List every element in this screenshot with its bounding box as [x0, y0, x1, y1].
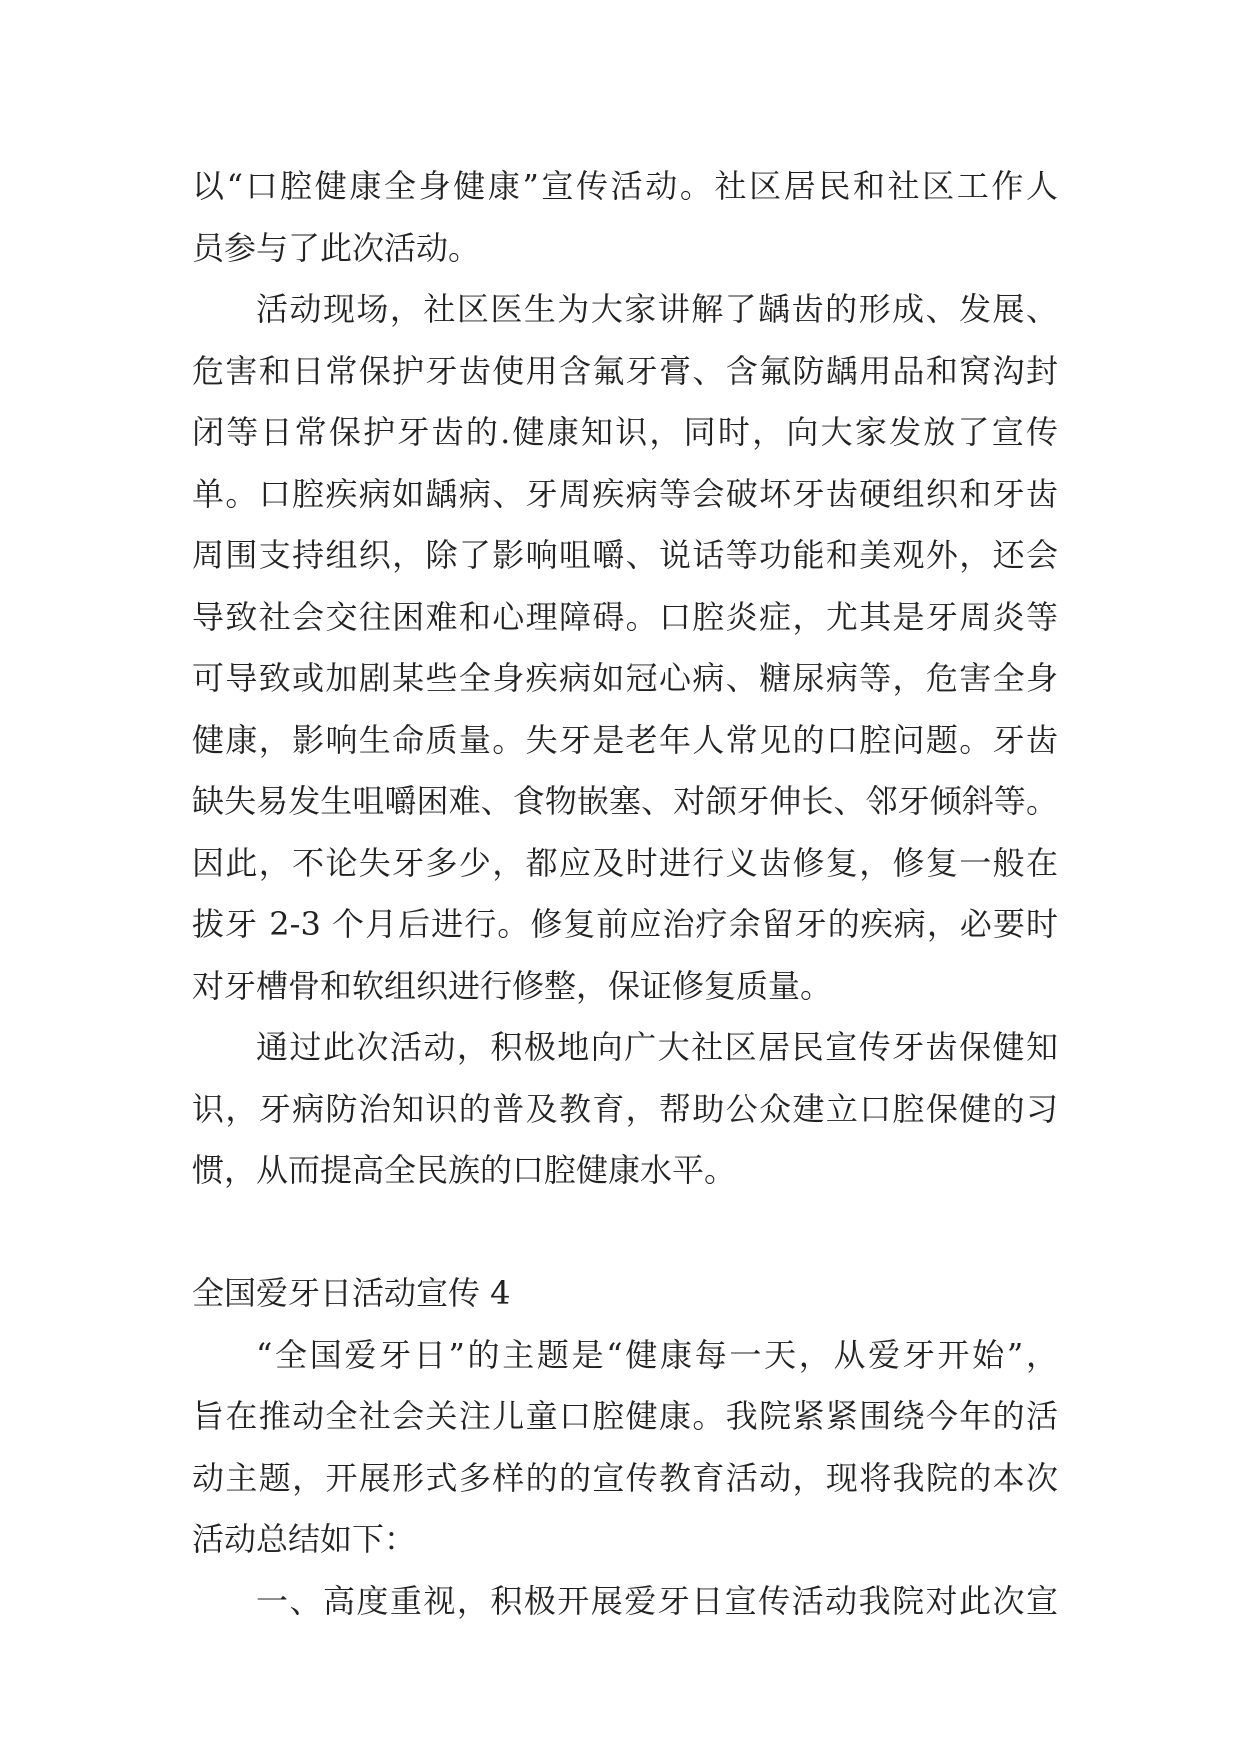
text-line: 活动现场，社区医生为大家讲解了龋齿的形成、发展、 [256, 290, 1058, 328]
text-line: 周围支持组织，除了影响咀嚼、说话等功能和美观外，还会 [192, 536, 1058, 574]
text-line: 导致社会交往困难和心理障碍。口腔炎症，尤其是牙周炎等 [192, 597, 1058, 636]
text-line: 惯，从而提高全民族的口腔健康水平。 [192, 1151, 737, 1189]
paragraph-3 [192, 1017, 1058, 1202]
blank-line [192, 1202, 1058, 1264]
text-line: 可导致或加剧某些全身疾病如冠心病、糖尿病等，危害全身 [192, 659, 1058, 697]
paragraph-2 [192, 279, 1058, 1017]
text-line: 活动总结如下： [192, 1520, 417, 1558]
text-line: 以“口腔健康全身健康”宣传活动。社区居民和社区工作人 [192, 167, 1058, 205]
text-line: 识，牙病防治知识的普及教育，帮助公众建立口腔保健的习 [192, 1089, 1058, 1128]
section-heading: 全国爱牙日活动宣传 4 [192, 1274, 511, 1312]
text-line: 危害和日常保护牙齿使用含氟牙膏、含氟防龋用品和窝沟封 [192, 351, 1058, 390]
section-paragraph-2 [192, 1571, 1058, 1633]
text-line: 员参与了此次活动。 [192, 228, 481, 267]
paragraph-1 [192, 156, 1058, 279]
text-line: 对牙槽骨和软组织进行修整，保证修复质量。 [192, 966, 833, 1005]
text-line: 通过此次活动，积极地向广大社区居民宣传牙齿保健知 [256, 1028, 1058, 1066]
section-paragraph-1 [192, 1325, 1058, 1571]
text-line: 闭等日常保护牙齿的.健康知识，同时，向大家发放了宣传 [192, 413, 1058, 451]
text-line: 一、高度重视，积极开展爱牙日宣传活动我院对此次宣 [256, 1581, 1058, 1620]
text-line: 单。口腔疾病如龋病、牙周疾病等会破坏牙齿硬组织和牙齿 [192, 474, 1058, 513]
text-line: 拔牙 2-3 个月后进行。修复前应治疗余留牙的疾病，必要时 [192, 905, 1058, 943]
text-line: 因此，不论失牙多少，都应及时进行义齿修复，修复一般在 [192, 843, 1058, 882]
text-line: 健康，影响生命质量。失牙是老年人常见的口腔问题。牙齿 [192, 720, 1058, 759]
text-line: “全国爱牙日”的主题是“健康每一天，从爱牙开始”， [256, 1335, 1058, 1374]
text-line: 动主题，开展形式多样的的宣传教育活动，现将我院的本次 [192, 1458, 1058, 1497]
document-body [192, 156, 1058, 1632]
text-line: 缺失易发生咀嚼困难、食物嵌塞、对颌牙伸长、邻牙倾斜等。 [192, 782, 1058, 820]
text-line: 旨在推动全社会关注儿童口腔健康。我院紧紧围绕今年的活 [192, 1397, 1058, 1435]
